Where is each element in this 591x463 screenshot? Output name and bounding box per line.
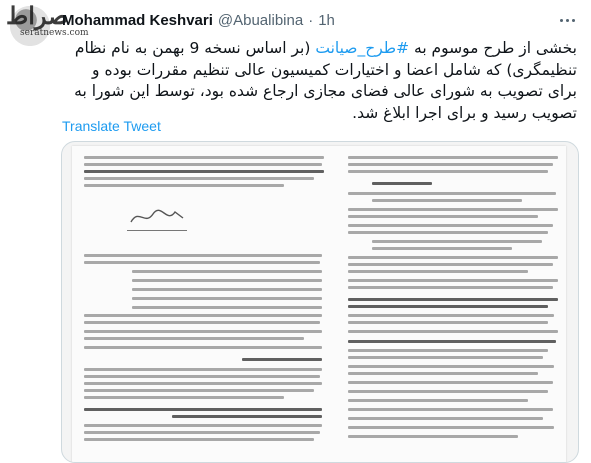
author-name[interactable]: Mohammad Keshvari [62,11,213,29]
hashtag-link[interactable]: #طرح_صیانت [315,39,410,57]
more-options-icon[interactable] [557,12,577,28]
translate-tweet-link[interactable]: Translate Tweet [62,118,161,134]
tweet-media-image[interactable] [61,141,579,463]
tweet-header [62,10,335,30]
tweet-timestamp[interactable]: 1h [318,11,335,29]
separator-dot: · [308,11,314,29]
watermark-logo: صراط seratnews.com [6,1,89,38]
scanned-document [72,146,566,463]
tweet-text-part1: بخشی از طرح موسوم به [409,39,577,57]
tweet-text [62,38,577,124]
signature [127,204,187,231]
author-handle[interactable]: @Abualibina [217,11,304,29]
tweet-text-part2: (بر اساس نسخه 9 بهمن به نام نظام تنظیمگری) که شامل اعضا و اختیارات کمیسیون عالی تنظیم مقررات بوده و برای تصویب به شورای عالی فضای مجازی ارجاع شده بود، توسط این شورا به تصویب رسید و برای اجرا ابلاغ شد. [74,39,577,122]
